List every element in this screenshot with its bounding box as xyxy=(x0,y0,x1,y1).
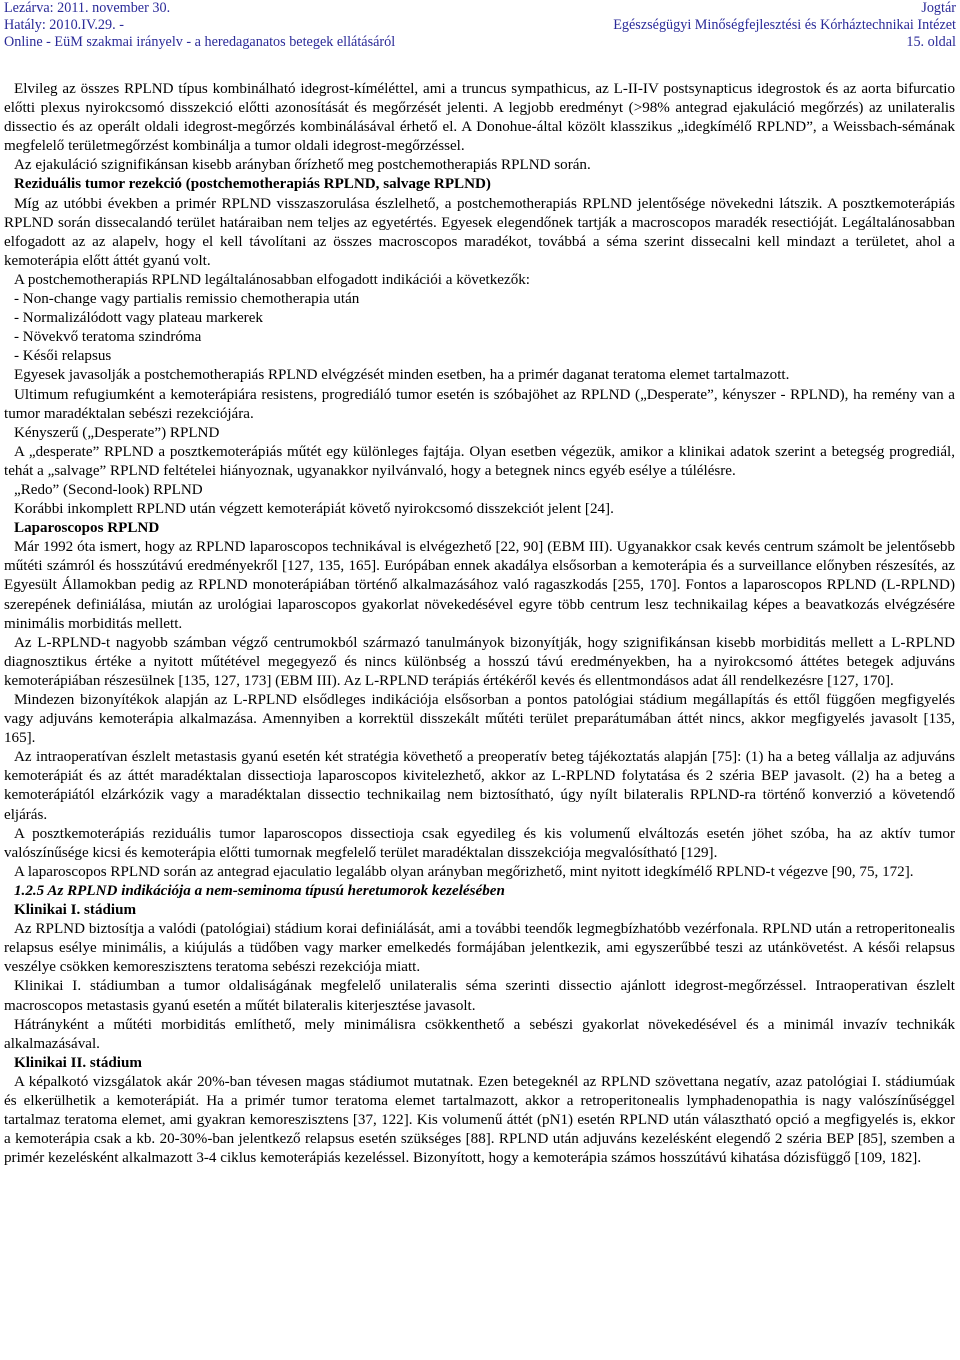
closing-date: Lezárva: 2011. november 30. xyxy=(4,0,171,16)
section-heading: Klinikai I. stádium xyxy=(14,902,137,919)
paragraph: Ultimum refugiumként a kemoterápiára resistens, progrediáló tumor esetén is szóbajöhet az RPLND („Desperate”, kényszer - RPLND), ha remény van a tumor maradéktalan sebészi rezekciójára. xyxy=(4,386,955,422)
paragraph: Míg az utóbbi években a primér RPLND visszaszorulása észlelhető, a postchemotherapiás RPLND jelentősége növekedni látszik. A posztkemoterápiás RPLND során dissecalandó terület határaiban nem teljes az egyetértés. Egyesek elegendőnek tartják a macroscopos maradék resectióját. Legáltalánosabban elfogadott az az alapelv, hogy el kell távolítani az összes macroscopos maradékot, továbbá a séma szerint dissecalni kell mindazt a területet, ahol a kemoterápia előtt áttét gyanú volt. xyxy=(4,195,955,269)
paragraph: Hátrányként a műtéti morbiditás említhető, mely minimálisra csökkenthető a sebészi gyakorlat növekedésével és a minimál invazív technikák alkalmazásával. xyxy=(4,1016,955,1052)
paragraph: Az L-RPLND-t nagyobb számban végző centrumokból származó tanulmányok bizonyítják, hogy szignifikánsan kisebb morbiditás mellett a L-RPLND diagnosztikus értéke a nyitott műtétével megegyező és nincs különbség a hosszú távú eredményekben, ha a nyirokcsomó áttétes betegek adjuváns kemoterápiában részesülnek [135, 127, 173] (EBM III). Az L-RPLND terápiás értékéről kevés és ellentmondásos adat áll rendelkezésre [127, 170]. xyxy=(4,634,955,689)
list-item: - Non-change vagy partialis remissio chemotherapia után xyxy=(14,291,360,308)
header-row-1 xyxy=(4,0,956,17)
paragraph: A képalkotó vizsgálatok akár 20%-ban tévesen magas stádiumot mutatnak. Ezen betegeknél az RPLND szövettana negatív, azaz patológiai I. stádiumúak és elkerülhetik a kemoterápiát. Ha a primér tumor teratoma elemet tartalmazott, akkor a retroperitonealis lymphadenopathia is nagy valószínűséggel tartalmaz teratoma elemet, ami gyakran kemoreszisztens [37, 122]. Kis volumenű áttét (pN1) esetén RPLND után választható opció a megfigyelés is, ekkor a kemoterápia csak a kb. 20-30%-ban jelentkező relapsus esetén szükséges [88]. RPLND után adjuváns kezelésként elegendő 2 széria BEP [85], szemben a primér kezelésként alkalmazott 3-4 ciklus kemoterápiás kezeléssel. Bizonyított, hogy a kemoterápia számos hosszútávú kihatása dózisfüggő [109, 182]. xyxy=(4,1073,955,1167)
paragraph: A postchemotherapiás RPLND legáltalánosabban elfogadott indikációi a következők: xyxy=(14,271,530,288)
paragraph: Már 1992 óta ismert, hogy az RPLND laparoscopos technikával is elvégezhető [22, 90] (EBM III). Ugyanakkor csak kevés centrum számolt be jelentősebb műtéti számról és hosszútávú eredményekről [127, 135, 165]. Európában ennek akadálya elsősorban a kemoterápia és a surveillance előnyben részesítés, az Egyesült Államokban pedig az RPLND monoterápiában történő alkalmazásához való ragaszkodás [255, 170]. Fontos a laparoscopos RPLND (L-RPLND) szerepének definiálása, miután az urológiai laparoscopos gyakorlat növekedésével egyre több centrum lesz technikailag képes a beavatkozás elvégzésére minimális morbiditás mellett. xyxy=(4,539,955,632)
list-item: - Késői relapsus xyxy=(14,348,112,365)
paragraph: Az RPLND biztosítja a valódi (patológiai) stádium korai definiálását, ami a további teendők legmegbízhatóbb vezérfonala. RPLND után a retroperitonealis relapsus esélye minimális, a kiújulás a tüdőben vagy marker emelkedés formájában jelentkezik, ami egyszerűbbé teszi az utánkövetést. A késői relapsus veszélye csökken kemoreszisztens teratoma sebészi rezekciója miatt. xyxy=(4,921,955,976)
institute-name: Egészségügyi Minőségfejlesztési és Kórháztechnikai Intézet xyxy=(613,17,956,33)
header-row-3 xyxy=(4,34,956,51)
paragraph: Az ejakuláció szignifikánsan kisebb arányban őrízhető meg postchemotherapiás RPLND során. xyxy=(14,157,591,174)
paragraph: Korábbi inkomplett RPLND után végzett kemoterápiát követő nyirokcsomó disszekciót jelent [24]. xyxy=(14,501,614,518)
chapter-heading: 1.2.5 Az RPLND indikációja a nem-seminoma típusú heretumorok kezelésében xyxy=(14,882,505,899)
paragraph: A posztkemoterápiás reziduális tumor laparoscopos dissectioja csak egyedileg és kis volumenű elváltozás esetén jöhet szóba, ha az aktív tumor valószínűsége kicsi és kemoterápia előtti tumornak megfelelő terület maradéktalan disszekciója megvalósítható [129]. xyxy=(4,825,955,861)
paragraph: Az intraoperatívan észlelt metastasis gyanú esetén két stratégia követhető a preoperatív beteg tájékoztatás alapján [75]: (1) ha a beteg vállalja az adjuváns kemoterápiát és az áttét maradéktalan dissectioja laparoscopos kivitelezhető, akkor az L-RPLND folytatása és 2 széria BEP javasolt. (2) ha a beteg a kemoterápiától elzárkózik vagy a maradéktalan dissectio technikailag nem biztosítható, úgy nyílt bilateralis RPLND-ra történő konverzió a követendő eljárás. xyxy=(4,749,955,823)
page-header xyxy=(4,0,956,52)
page-number: 15. oldal xyxy=(906,34,956,50)
section-heading: Reziduális tumor rezekció (postchemotherapiás RPLND, salvage RPLND) xyxy=(14,176,491,193)
document-title: Online - EüM szakmai irányelv - a heredaganatos betegek ellátásáról xyxy=(4,34,396,50)
paragraph: A „desperate” RPLND a posztkemoterápiás műtét egy különleges fajtája. Olyan esetben végezük, amikor a klinikai adatok szerint a betegség progrediál, tehát a „salvage” RPLND feltételei hiányoznak, ugyanakkor nyilvánvaló, hogy a betegnek nincs egyéb esélye a túlélésre. xyxy=(4,443,955,479)
paragraph: A laparoscopos RPLND során az antegrad ejaculatio legalább olyan arányban megőrizhető, mint nyitott idegkímélő RPLND-t végezve [90, 75, 172]. xyxy=(14,863,914,880)
header-row-2 xyxy=(4,17,956,34)
paragraph: Mindezen bizonyítékok alapján az L-RPLND elsődleges indikációja elsősorban a pontos patológiai stádium megállapítás és ettől függően megfigyelés vagy adjuváns kemoterápia alkalmazása. Amennyiben a korrektül disszekált műtéti terület preparátumában áttét nincs, akkor megfigyelés javasolt [135, 165]. xyxy=(4,692,955,747)
paragraph: Egyesek javasolják a postchemotherapiás RPLND elvégzését minden esetben, ha a primér daganat teratoma elemet tartalmazott. xyxy=(14,367,790,384)
publisher-name: Jogtár xyxy=(921,0,956,16)
list-item: - Növekvő teratoma szindróma xyxy=(14,329,202,346)
effective-date: Hatály: 2010.IV.29. - xyxy=(4,17,124,33)
paragraph: Elvileg az összes RPLND típus kombinálható idegrost-kíméléttel, ami a truncus sympathicus, az L-II-IV postsynapticus idegrostok és az aorta bifurcatio előtti plexus nyirokcsomó disszekció előtti azonosítását és megőrzését jelenti. A legjobb eredményt (>98% antegrad ejakuláció megőrzés) az unilateralis dissectio és az operált oldali idegrost-megőrzés kombinálásával érhető el. A Donohue-által közölt klasszikus „idegkímélő RPLND”, a Weissbach-sémának megfelelő területmegőrzést kombinálja a tumor oldali idegrost-megőrzéssel. xyxy=(4,81,955,155)
subheading: „Redo” (Second-look) RPLND xyxy=(14,481,203,498)
document-body xyxy=(4,80,955,1168)
section-heading: Klinikai II. stádium xyxy=(14,1054,142,1071)
list-item: - Normalizálódott vagy plateau markerek xyxy=(14,310,263,327)
subheading: Kényszerű („Desperate”) RPLND xyxy=(14,424,220,441)
paragraph: Klinikai I. stádiumban a tumor oldaliságának megfelelő unilateralis séma szerinti dissectio ajánlott idegrost-megőrzéssel. Intraoperativan észlelt macroscopos metastasis gyanú esetén a műtét bilateralis kiterjesztése javasolt. xyxy=(4,978,955,1014)
section-heading: Laparoscopos RPLND xyxy=(14,520,160,537)
